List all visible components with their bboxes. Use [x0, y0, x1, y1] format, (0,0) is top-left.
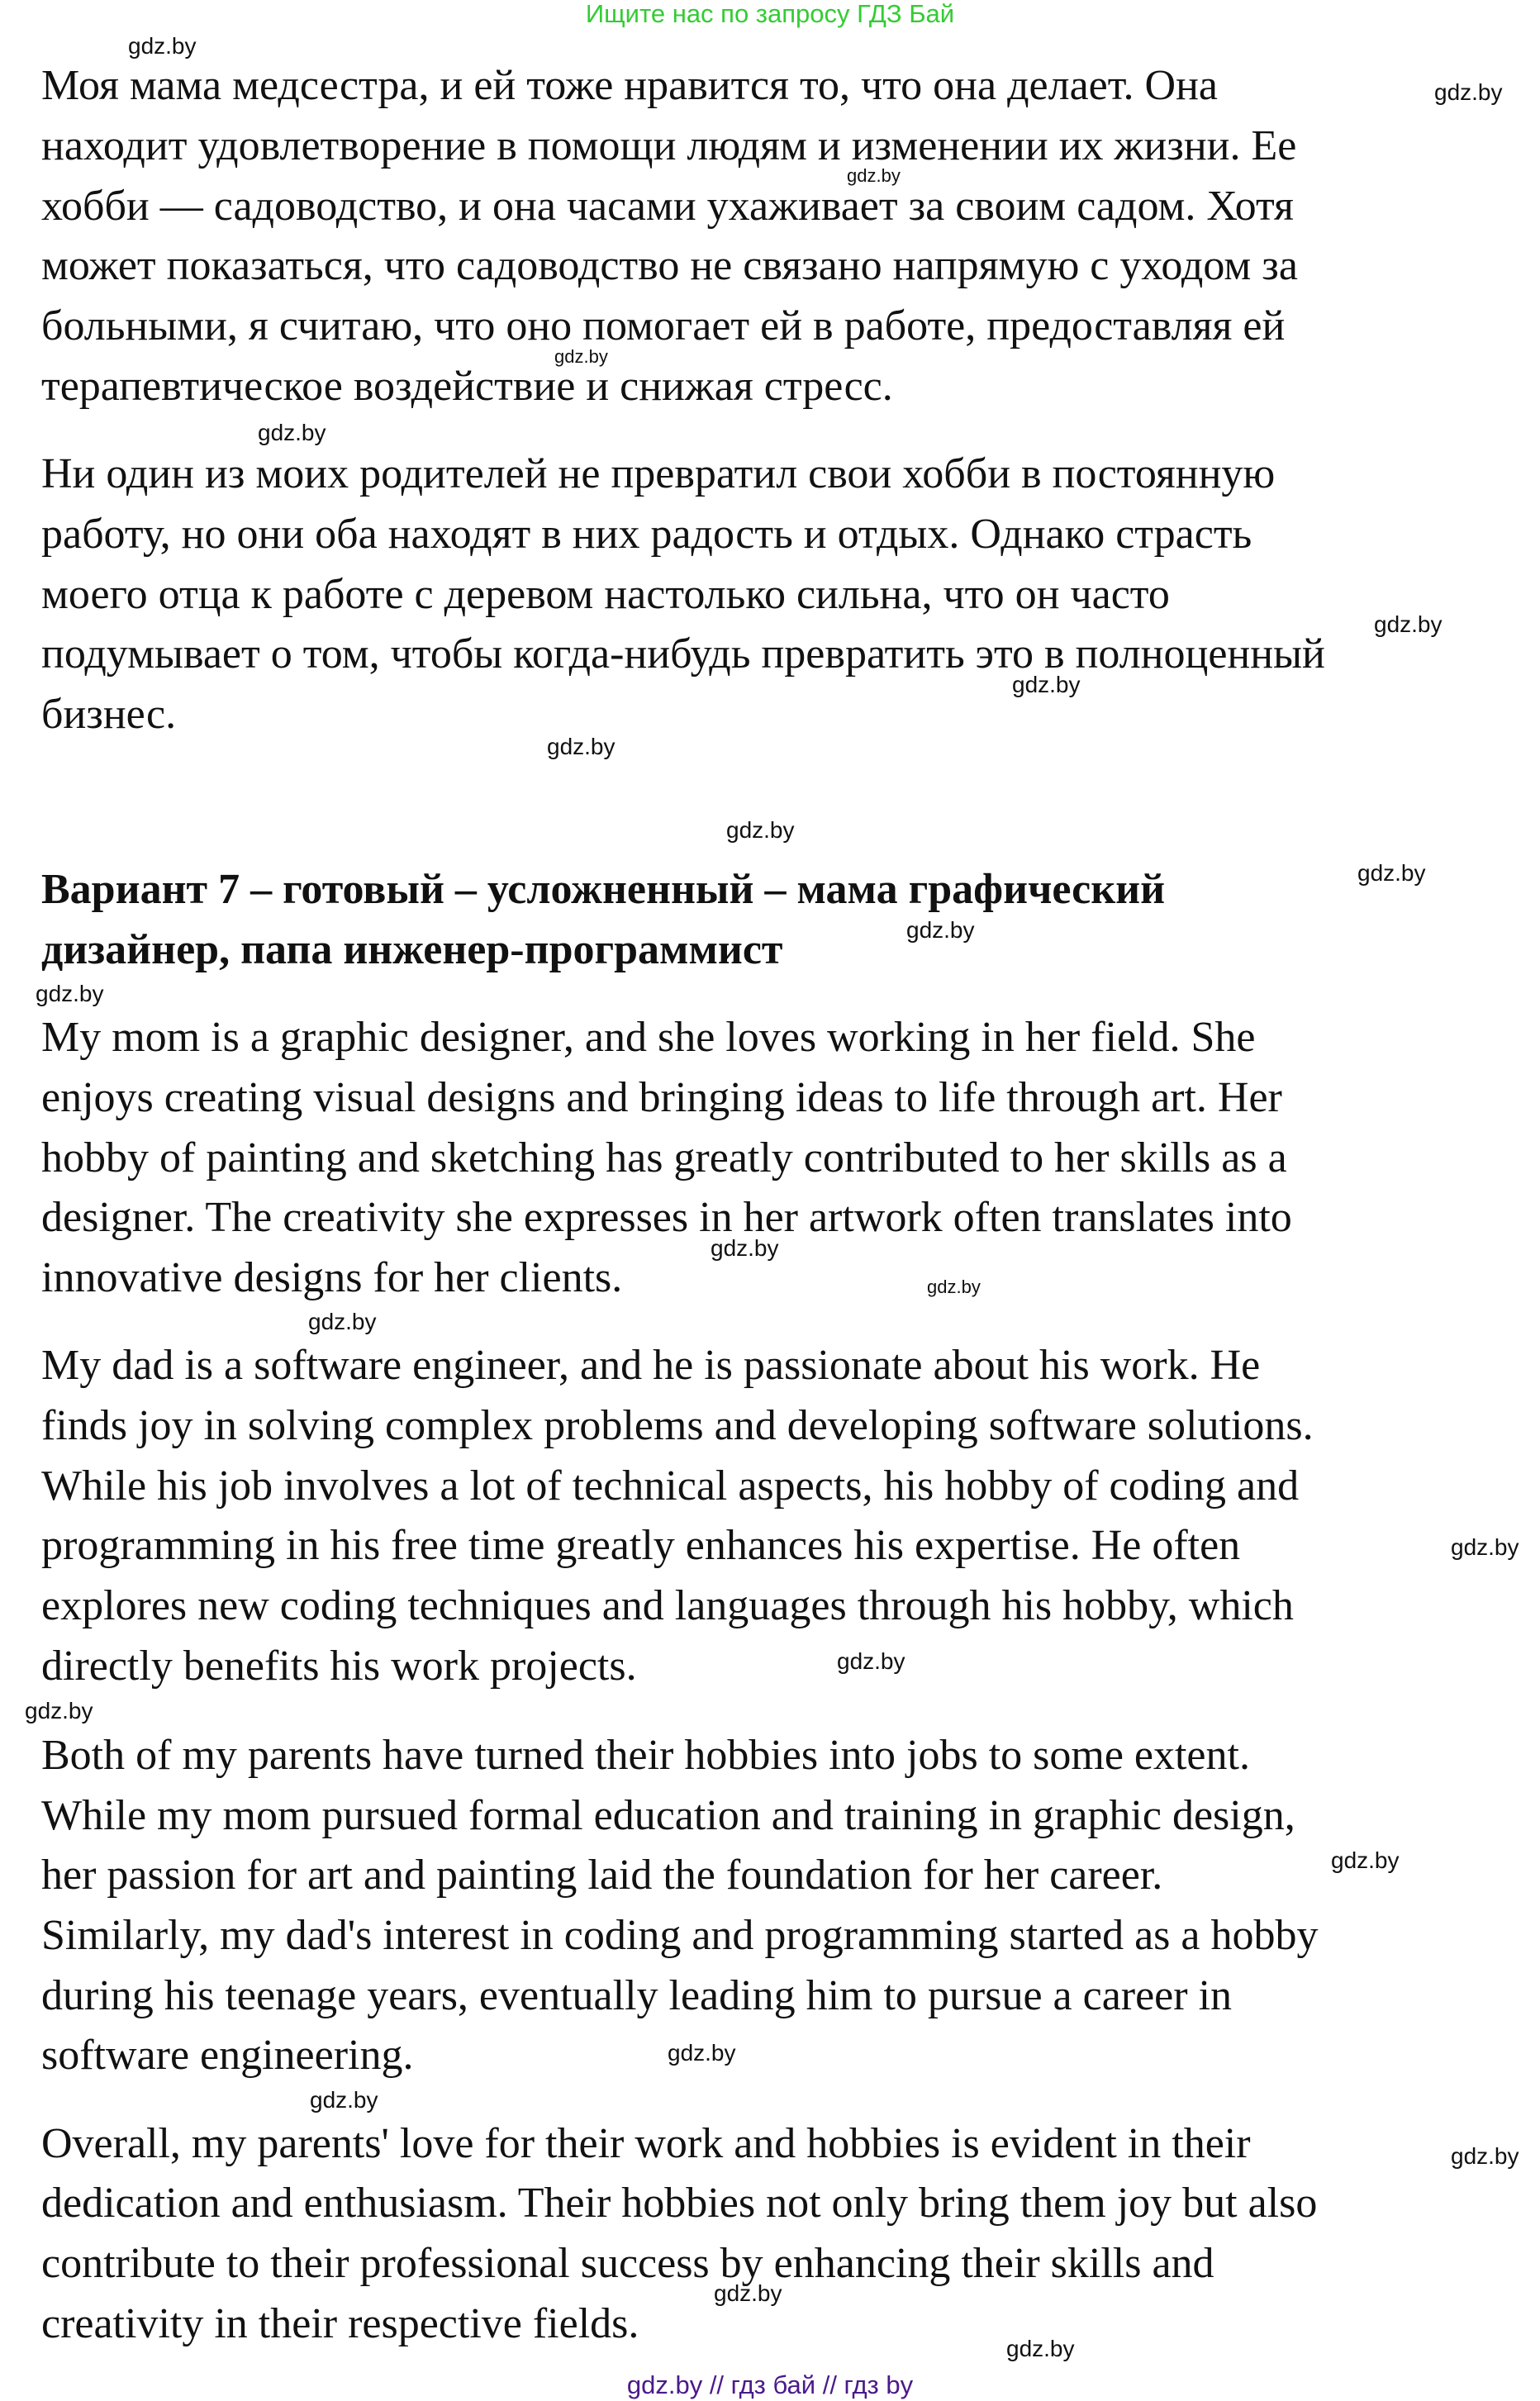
paragraph-line: her passion for art and painting laid the foundation for her career. [41, 1852, 1163, 1899]
paragraph-line: Both of my parents have turned their hobbies into jobs to some extent. [41, 1732, 1250, 1779]
footer-banner: gdz.by // гдз бай // гдз by [626, 2370, 914, 2399]
watermark: gdz.by [1012, 672, 1081, 697]
paragraph-line: contribute to their professional success by enhancing their skills and [41, 2240, 1214, 2287]
paragraph-line: находит удовлетворение в помощи людям и изменении их жизни. Ее [41, 122, 1297, 169]
paragraph-line: during his teenage years, eventually leading him to pursue a career in [41, 1972, 1233, 2019]
paragraph-line: терапевтическое воздействие и снижая стресс. [41, 363, 893, 410]
paragraph-line: software engineering. [41, 2032, 414, 2079]
watermark: gdz.by [847, 165, 901, 186]
paragraph-line: My dad is a software engineer, and he is passionate about his work. He [41, 1342, 1261, 1389]
watermark: gdz.by [310, 2087, 378, 2113]
watermark: gdz.by [547, 734, 616, 759]
paragraph-line: finds joy in solving complex problems and developing software solutions. [41, 1402, 1314, 1449]
watermark: gdz.by [711, 1235, 779, 1261]
watermark: gdz.by [714, 2280, 782, 2306]
watermark: gdz.by [128, 33, 197, 59]
paragraph-line: enjoys creating visual designs and bringing ideas to life through art. Her [41, 1074, 1282, 1121]
paragraph-line: больными, я считаю, что оно помогает ей в работе, предоставляя ей [41, 302, 1286, 349]
paragraph-line: подумывает о том, чтобы когда-нибудь превратить это в полноценный [41, 630, 1325, 678]
paragraph-line: Similarly, my dad's interest in coding and programming started as a hobby [41, 1912, 1319, 1959]
paragraph-line: designer. The creativity she expresses in her artwork often translates into [41, 1194, 1292, 1241]
watermark: gdz.by [1357, 860, 1426, 886]
paragraph-line: While my mom pursued formal education and training in graphic design, [41, 1792, 1295, 1839]
watermark: gdz.by [36, 981, 104, 1006]
paragraph-line: directly benefits his work projects. [41, 1643, 637, 1690]
watermark: gdz.by [1006, 2336, 1075, 2361]
search-banner: Ищите нас по запросу ГДЗ Бай [585, 0, 955, 28]
paragraph-line: бизнес. [41, 691, 177, 738]
watermark: gdz.by [308, 1309, 377, 1334]
watermark: gdz.by [1374, 611, 1443, 637]
paragraph-line: моего отца к работе с деревом настолько сильна, что он часто [41, 571, 1170, 618]
section-heading-line: дизайнер, папа инженер-программист [41, 926, 783, 973]
paragraph-line: hobby of painting and sketching has greatly contributed to her skills as a [41, 1134, 1287, 1181]
watermark: gdz.by [1434, 79, 1503, 105]
paragraph-line: хобби — садоводство, и она часами ухаживает за своим садом. Хотя [41, 183, 1294, 230]
watermark: gdz.by [554, 346, 608, 367]
paragraph-line: Моя мама медсестра, и ей тоже нравится то, что она делает. Она [41, 62, 1219, 109]
watermark: gdz.by [1451, 2143, 1519, 2169]
paragraph-line: может показаться, что садоводство не связано напрямую с уходом за [41, 242, 1298, 289]
paragraph-line: creativity in their respective fields. [41, 2300, 639, 2347]
watermark: gdz.by [668, 2040, 736, 2066]
paragraph-line: dedication and enthusiasm. Their hobbies not only bring them joy but also [41, 2180, 1318, 2227]
paragraph-line: programming in his free time greatly enhances his expertise. He often [41, 1522, 1241, 1569]
paragraph-line: While his job involves a lot of technical aspects, his hobby of coding and [41, 1462, 1300, 1510]
watermark: gdz.by [1331, 1847, 1400, 1873]
paragraph-line: My mom is a graphic designer, and she loves working in her field. She [41, 1014, 1256, 1061]
watermark: gdz.by [927, 1277, 981, 1297]
paragraph-line: Overall, my parents' love for their work and hobbies is evident in their [41, 2120, 1251, 2167]
watermark: gdz.by [837, 1648, 905, 1674]
watermark: gdz.by [258, 420, 326, 445]
paragraph-line: работу, но они оба находят в них радость и отдых. Однако страсть [41, 511, 1252, 558]
paragraph-line: Ни один из моих родителей не превратил свои хобби в постоянную [41, 450, 1276, 497]
watermark: gdz.by [906, 917, 975, 943]
section-heading-line: Вариант 7 – готовый – усложненный – мама графический [41, 866, 1166, 913]
watermark: gdz.by [726, 817, 795, 843]
watermark: gdz.by [25, 1698, 93, 1723]
watermark: gdz.by [1451, 1534, 1519, 1560]
paragraph-line: innovative designs for her clients. [41, 1254, 623, 1301]
paragraph-line: explores new coding techniques and languages through his hobby, which [41, 1582, 1294, 1629]
